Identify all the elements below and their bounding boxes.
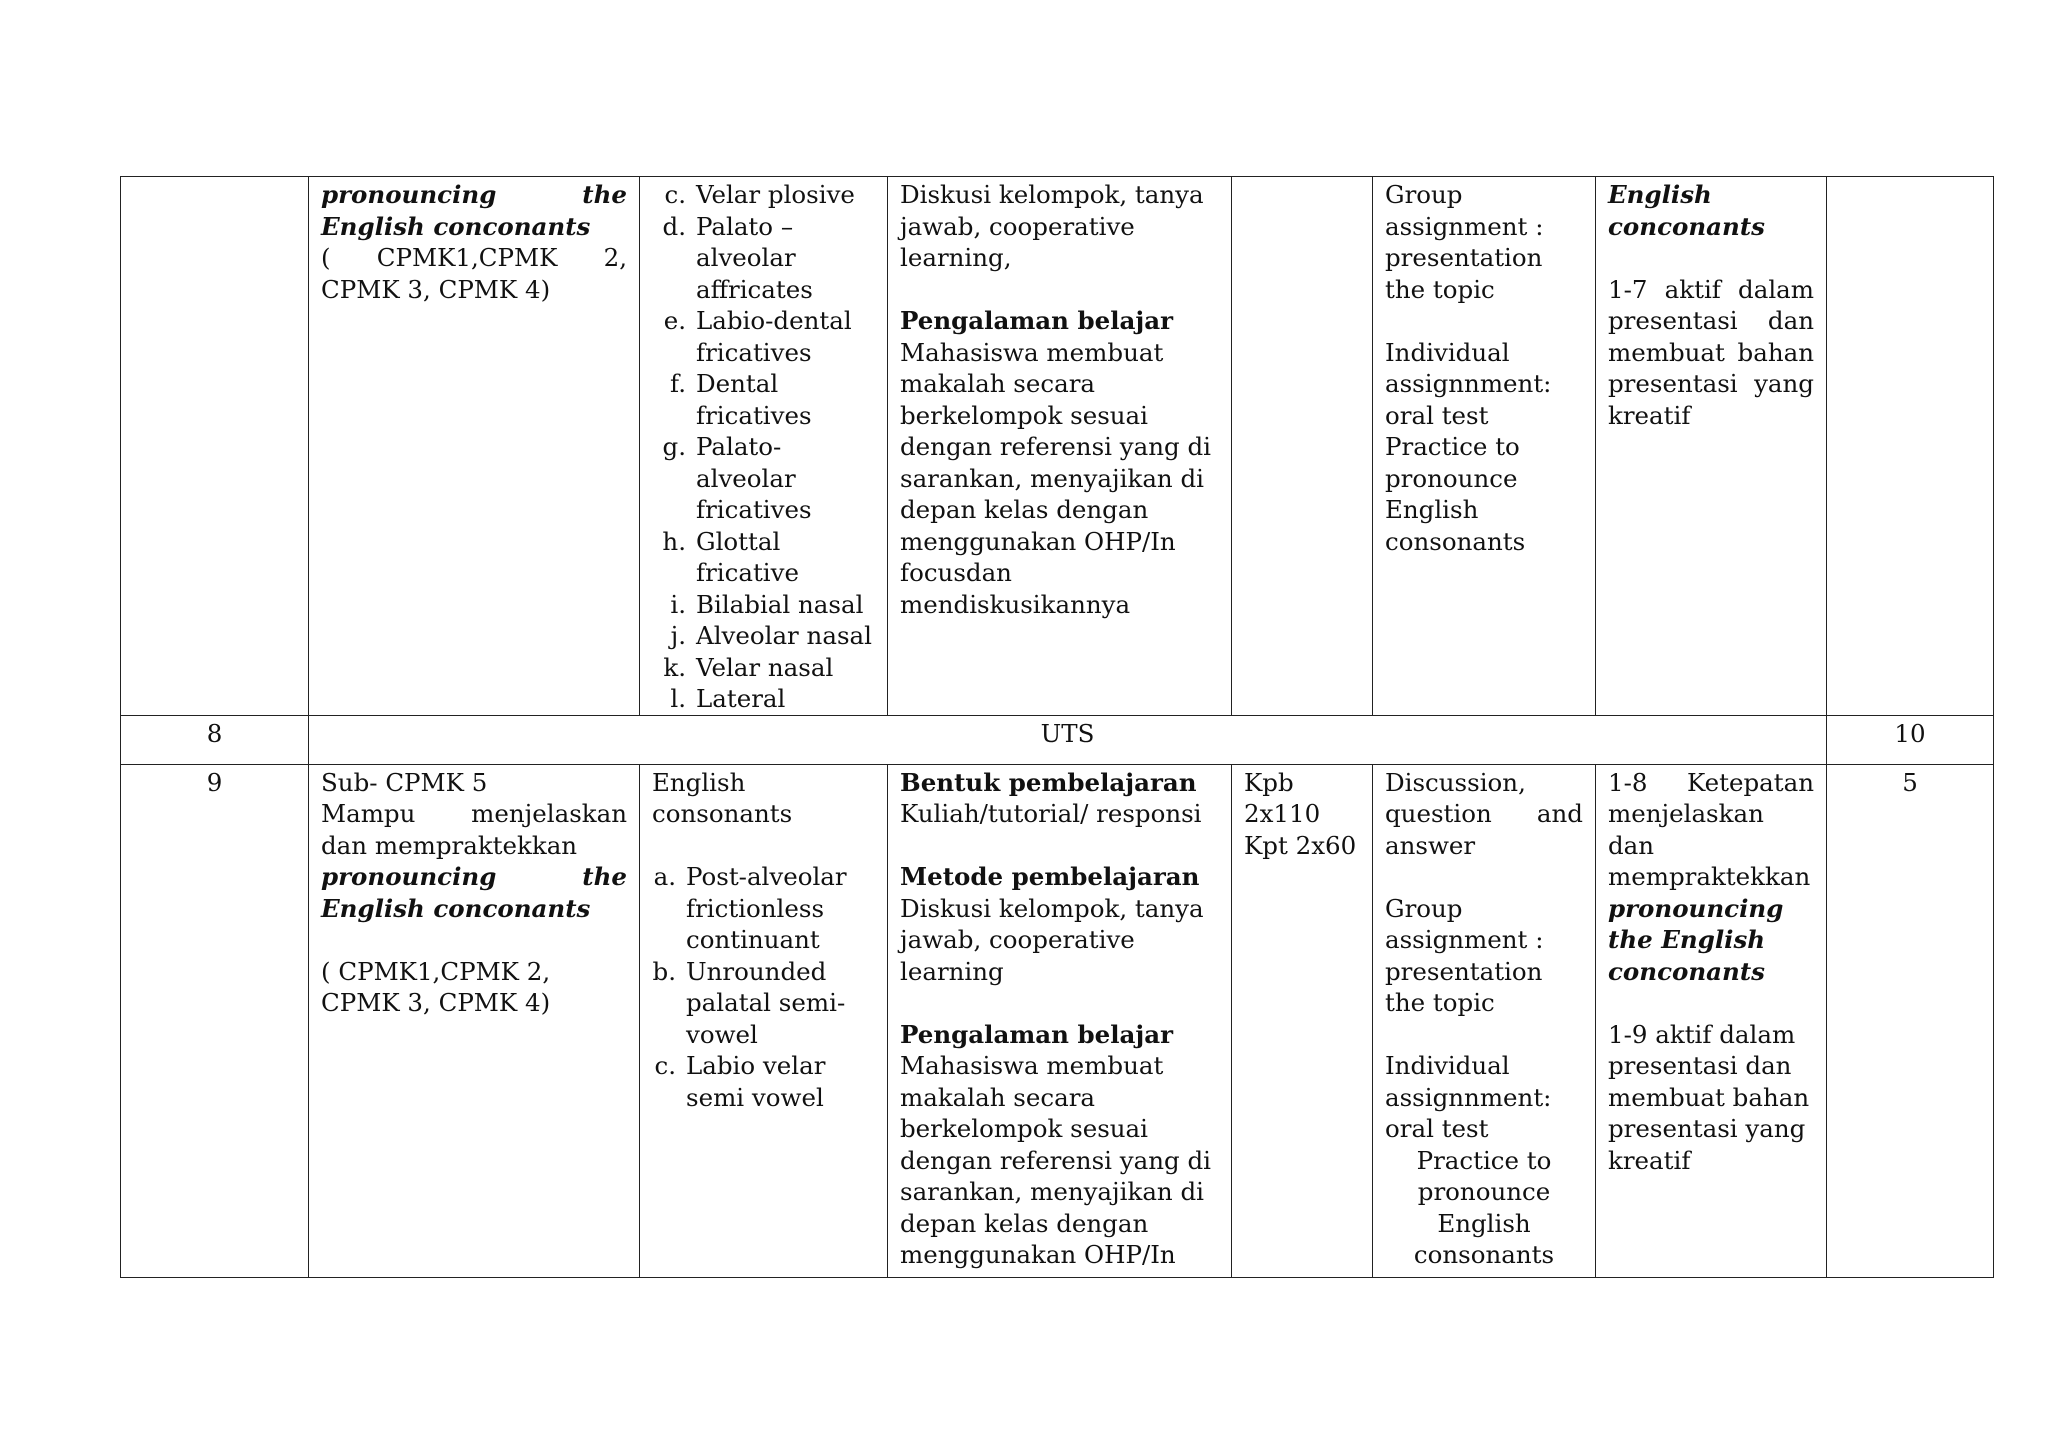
time-line: Kpt 2x60 bbox=[1244, 830, 1357, 860]
assessment-individual: Individual assignnment: oral test bbox=[1385, 1051, 1552, 1143]
list-text: Labio velar semi vowel bbox=[686, 1051, 826, 1112]
time-line: Kpb bbox=[1244, 767, 1294, 797]
list-marker: e. bbox=[663, 306, 686, 335]
list-marker: g. bbox=[662, 432, 686, 461]
learning-method-cell bbox=[888, 764, 1232, 1277]
method-text: Diskusi kelompok, tanya jawab, cooperative learning, bbox=[900, 180, 1204, 272]
materials-list bbox=[652, 861, 875, 1113]
table-row bbox=[121, 715, 1994, 764]
materials-cell bbox=[640, 764, 888, 1277]
list-item bbox=[652, 431, 875, 526]
list-marker: c. bbox=[664, 180, 686, 209]
list-item bbox=[652, 683, 875, 715]
assessment-cell bbox=[1373, 177, 1596, 716]
sub-cpmk-refs: ( CPMK1,CPMK 2, CPMK 3, CPMK 4) bbox=[321, 956, 551, 1017]
list-marker: a. bbox=[653, 862, 676, 891]
list-text: Post-alveolar frictionless continuant bbox=[686, 862, 847, 954]
week-cell: 9 bbox=[121, 764, 309, 1277]
sub-cpmk-label: Sub- CPMK 5 bbox=[321, 767, 488, 797]
list-text: Glottal fricative bbox=[696, 526, 799, 587]
criteria-text: 1-8 Ketepatan menjelaskan dan mempraktekkan bbox=[1608, 767, 1814, 891]
list-text: Palato – alveolar affricates bbox=[696, 211, 813, 304]
list-marker: f. bbox=[670, 369, 686, 398]
sub-cpmk-title: pronouncing the English conconants bbox=[321, 862, 627, 923]
week-cell bbox=[121, 177, 309, 716]
experience-text: Mahasiswa membuat makalah secara berkelompok sesuai dengan referensi yang di sarankan, menyajikan di depan kelas dengan menggunakan OHP/In bbox=[900, 1051, 1211, 1269]
list-text: Alveolar nasal bbox=[696, 621, 872, 650]
criteria-text-2: 1-9 aktif dalam presentasi dan membuat bahan presentasi yang kreatif bbox=[1608, 1019, 1810, 1175]
assessment-group: Group assignment : presentation the topic bbox=[1385, 180, 1544, 304]
list-item bbox=[652, 861, 875, 956]
method-text: Diskusi kelompok, tanya jawab, cooperative learning bbox=[900, 893, 1204, 986]
list-item bbox=[652, 956, 875, 1051]
list-text: Lateral bbox=[696, 684, 786, 713]
assessment-group: Group assignment : presentation the topic bbox=[1385, 893, 1544, 1017]
weight-cell: 10 bbox=[1827, 715, 1994, 764]
assessment-cell bbox=[1373, 764, 1596, 1277]
experience-heading: Pengalaman belajar bbox=[900, 306, 1174, 335]
list-text: Velar plosive bbox=[696, 180, 855, 209]
list-text: Labio-dental fricatives bbox=[696, 306, 852, 367]
assessment-discussion: Discussion, question and answer bbox=[1385, 767, 1583, 860]
experience-text: Mahasiswa membuat makalah secara berkelompok sesuai dengan referensi yang di sarankan, menyajikan di depan kelas dengan menggunakan OHP/In focusdan mendiskusikannya bbox=[900, 337, 1211, 619]
list-text: Dental fricatives bbox=[696, 369, 812, 430]
sub-cpmk-cell bbox=[309, 177, 640, 716]
list-marker: c. bbox=[654, 1051, 676, 1080]
list-item bbox=[652, 652, 875, 684]
list-marker: d. bbox=[662, 211, 686, 241]
list-marker: l. bbox=[670, 684, 686, 713]
materials-heading: English consonants bbox=[652, 767, 793, 828]
lesson-plan-table bbox=[120, 176, 1994, 1278]
list-item bbox=[652, 305, 875, 368]
list-text: Palato- alveolar fricatives bbox=[696, 432, 812, 524]
criteria-cell bbox=[1596, 764, 1827, 1277]
learning-method-cell bbox=[888, 177, 1232, 716]
criteria-title: pronouncing the English conconants bbox=[1608, 893, 1784, 986]
list-item bbox=[652, 211, 875, 306]
sub-cpmk-title: pronouncing the English conconants bbox=[321, 180, 627, 241]
time-cell bbox=[1232, 764, 1373, 1277]
list-item bbox=[652, 526, 875, 589]
materials-list bbox=[652, 179, 875, 715]
list-item bbox=[652, 620, 875, 652]
time-line: 2x110 bbox=[1244, 799, 1321, 828]
sub-cpmk-desc: Mampu menjelaskan dan mempraktekkan bbox=[321, 799, 627, 860]
list-item bbox=[652, 179, 875, 211]
time-cell bbox=[1232, 177, 1373, 716]
criteria-cell bbox=[1596, 177, 1827, 716]
list-marker: k. bbox=[663, 652, 686, 682]
list-text: Bilabial nasal bbox=[696, 589, 864, 619]
weight-cell bbox=[1827, 177, 1994, 716]
criteria-text: 1-7 aktif dalam presentasi dan membuat bahan presentasi yang kreatif bbox=[1608, 274, 1814, 430]
list-marker: b. bbox=[652, 956, 676, 986]
experience-heading: Pengalaman belajar bbox=[900, 1019, 1174, 1049]
materials-cell bbox=[640, 177, 888, 716]
sub-cpmk-cell bbox=[309, 764, 640, 1277]
list-marker: h. bbox=[662, 526, 686, 556]
list-item bbox=[652, 1050, 875, 1113]
sub-cpmk-refs: ( CPMK1,CPMK 2, CPMK 3, CPMK 4) bbox=[321, 243, 627, 304]
exam-label-cell: UTS bbox=[309, 715, 1827, 764]
assessment-practice: Practice to pronounce English consonants bbox=[1413, 1145, 1555, 1269]
form-heading: Bentuk pembelajaran bbox=[900, 767, 1197, 797]
list-marker: j. bbox=[670, 621, 686, 650]
list-text: Unrounded palatal semi-vowel bbox=[686, 956, 846, 1049]
method-heading: Metode pembelajaran bbox=[900, 862, 1200, 891]
list-text: Velar nasal bbox=[696, 652, 834, 682]
table-row bbox=[121, 177, 1994, 716]
list-item bbox=[652, 589, 875, 621]
list-marker: i. bbox=[670, 589, 686, 619]
table-row bbox=[121, 764, 1994, 1277]
form-text: Kuliah/tutorial/ responsi bbox=[900, 799, 1202, 828]
weight-cell: 5 bbox=[1827, 764, 1994, 1277]
assessment-individual: Individual assignnment: oral test Practice to pronounce English consonants bbox=[1385, 337, 1552, 556]
list-item bbox=[652, 368, 875, 431]
criteria-title: English conconants bbox=[1608, 180, 1765, 241]
week-cell: 8 bbox=[121, 715, 309, 764]
